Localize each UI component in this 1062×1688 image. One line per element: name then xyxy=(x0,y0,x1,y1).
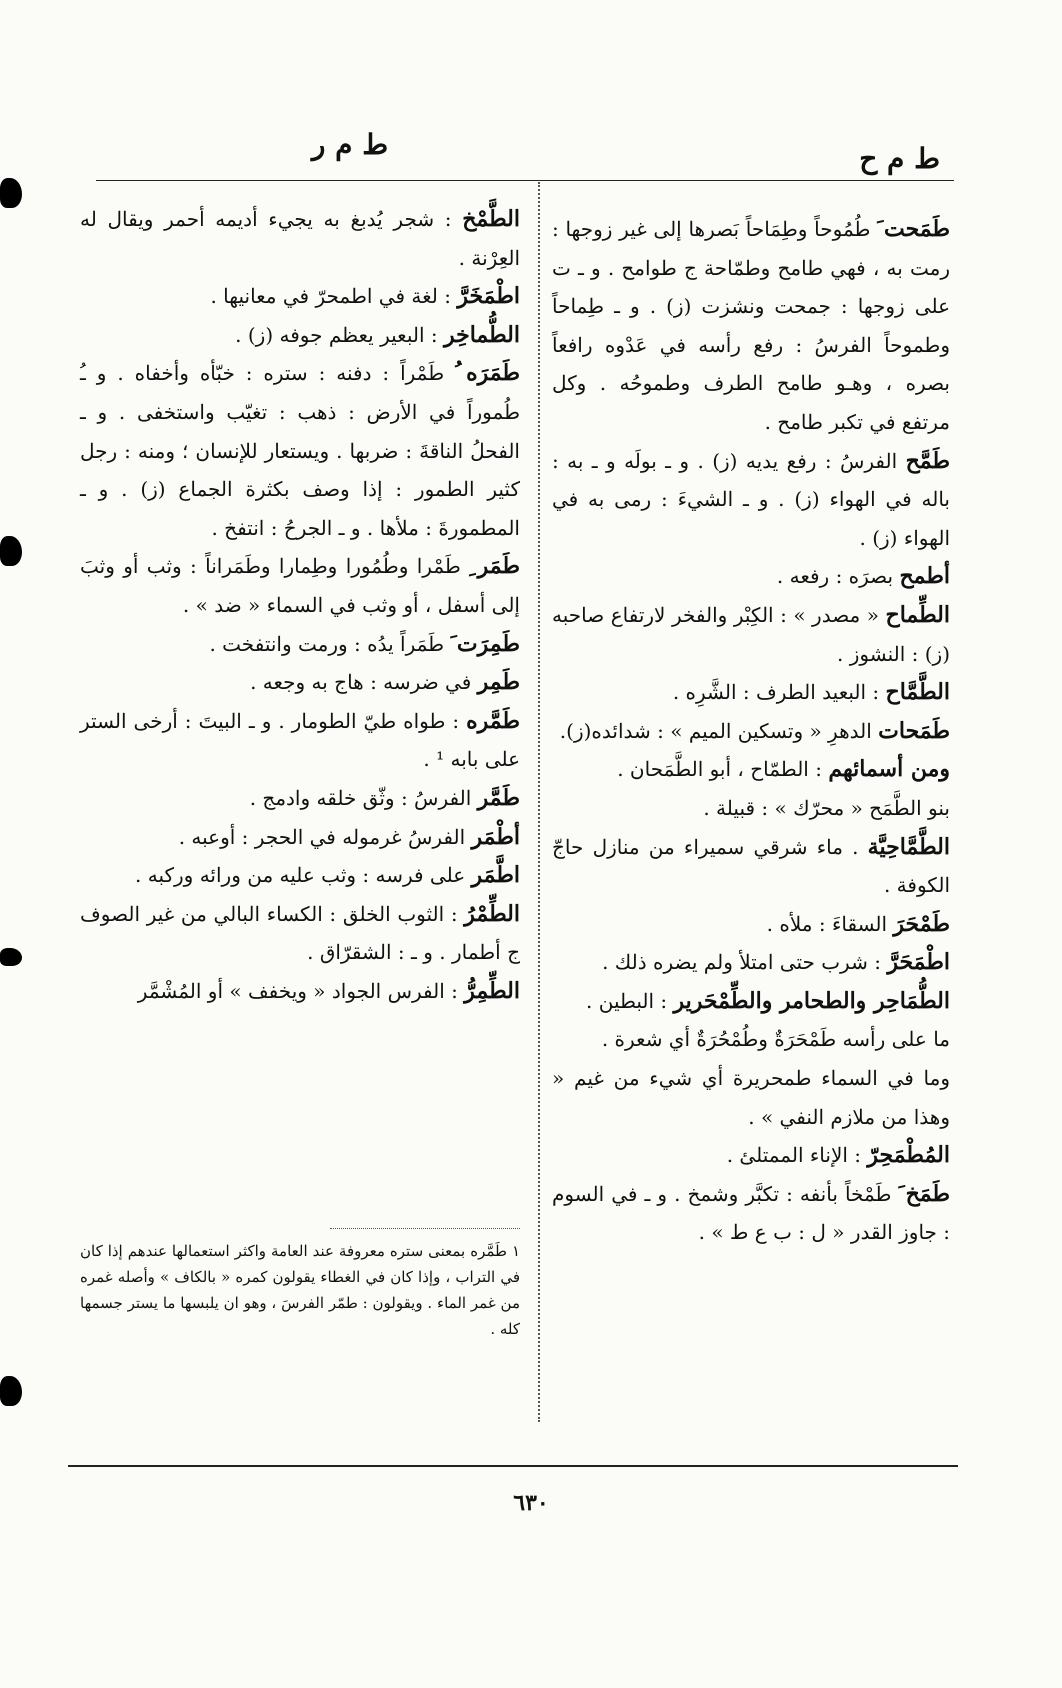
footnote: ١ طَمَّره بمعنى ستره معروفة عند العامة واكثر استعمالها عندهم إذا كان في التراب ، وإذا كان في الغطاء يقولون كمره « بالكاف » وأصله غمره من غمر الماء . ويقولون : طمّر الفرسَ ، وهو ان يلبسها ما يستر جسمها كله . xyxy=(80,1242,520,1338)
entry-headword: طَمَحت َ xyxy=(877,216,950,242)
entry-definition: : شجر يُدبغ به يجيء أديمه أحمر ويقال له العِرْنة . xyxy=(80,207,520,270)
entry-headword: طَمَخ َ xyxy=(898,1180,950,1207)
dictionary-entry xyxy=(552,210,950,442)
entry-definition: بنو الطَّمَح « محرّك » : قبيلة . xyxy=(703,795,950,820)
running-header-left: ط م ر xyxy=(311,128,389,161)
entry-definition: طَمْرا وطُمُورا وطِمارا وطَمَراناً : وثب أو وثبَ إلى أسفل ، أو وثب في السماء « ضد » . xyxy=(80,554,520,617)
entry-headword: الطُّمَاحِر والطحامر والطِّمْحَرير xyxy=(673,987,950,1014)
entry-definition: : البعيد الطرف : الشَّرِه . xyxy=(672,680,886,705)
entry-definition: : الثوب الخلق : الكساء البالي من غير الصوف ج أطمار . و ـ : الشقرّاق . xyxy=(80,901,520,965)
dictionary-entry xyxy=(80,277,520,316)
entry-headword: اطَّمَر xyxy=(471,862,520,889)
dictionary-entry xyxy=(80,200,520,277)
entry-headword: الطِّماح xyxy=(885,601,950,628)
dictionary-entry xyxy=(552,442,950,558)
dictionary-entry xyxy=(80,856,520,895)
entry-definition: الفرسُ : وثّق خلقه وادمج . xyxy=(249,785,478,810)
dictionary-entry xyxy=(552,943,950,982)
entry-headword: طَمْحَرَ xyxy=(893,910,950,937)
entry-headword: طَمِر xyxy=(477,669,520,696)
dictionary-entry xyxy=(80,818,520,857)
scan-edge-mark xyxy=(0,178,22,208)
entry-headword: الطِّمْرُ xyxy=(464,900,520,927)
entry-definition: على فرسه : وثب عليه من ورائه وركبه . xyxy=(135,863,472,888)
entry-headword: اطْمَحَرَّ xyxy=(887,949,950,976)
entry-definition: : شرب حتى امتلأ ولم يضره ذلك . xyxy=(602,950,888,975)
entry-definition: : البعير يعظم جوفه (ز) . xyxy=(235,322,444,347)
entry-definition: طَمْراً : دفنه : ستره : خبّأه وأخفاه . و ـُ طُموراً في الأرض : ذهب : تغيّب واستخفى . و ـ الفحلُ الناقةَ : ضربها . ويستعار للإنسان ؛ ومنه : رجل كثير الطمور : إذا وصف بكثرة الجماع (ز) . و ـ المطمورةَ : ملأها . و ـ الجرحُ : انتفخ . xyxy=(80,361,520,540)
entry-headword: طَمَحات xyxy=(878,717,950,744)
scan-edge-mark xyxy=(0,948,22,966)
entry-definition: . ماء شرقي سميراء من منازل حاجّ الكوفة . xyxy=(552,834,950,898)
dictionary-entry xyxy=(552,1136,950,1175)
left-column xyxy=(80,200,520,1010)
dictionary-entry xyxy=(552,1175,950,1252)
entry-headword: طَمَّح xyxy=(905,447,950,474)
entry-definition: الفرسُ : رفع يديه (ز) . و ـ بولَه و ـ به : باله في الهواء (ز) . و ـ الشيءَ : رمى به في الهواء (ز) . xyxy=(552,448,950,550)
dictionary-entry xyxy=(552,982,950,1021)
header-rule xyxy=(96,180,954,181)
entry-headword: أطْمَر xyxy=(471,823,520,850)
column-divider xyxy=(538,182,540,1422)
entry-headword: الطَّمْخ xyxy=(462,206,520,232)
dictionary-entry xyxy=(552,1059,950,1136)
scan-edge-mark xyxy=(0,1376,22,1406)
dictionary-entry xyxy=(552,673,950,712)
entry-definition: وما في السماء طمحريرة أي شيء من غيم « وهذا من ملازم النفي » . xyxy=(552,1066,950,1129)
dictionary-entry xyxy=(552,557,950,596)
entry-headword: الطِّمِرُّ xyxy=(464,977,520,1004)
entry-definition: : لغة في اطمحرّ في معانيها . xyxy=(210,284,458,309)
right-column xyxy=(552,210,950,1252)
dictionary-entry xyxy=(80,316,520,355)
entry-definition: : البطين . xyxy=(586,988,674,1013)
scan-edge-mark xyxy=(0,536,22,566)
dictionary-entry xyxy=(80,895,520,972)
entry-definition: : طواه طيّ الطومار . و ـ البيتَ : أرخى الستر على بابه ¹ . xyxy=(80,708,520,772)
dictionary-entry xyxy=(552,905,950,944)
entry-headword: اطْمَخَرَّ xyxy=(457,283,520,310)
entry-definition: الدهرِ « وتسكين الميم » : شدائده(ز). xyxy=(559,718,879,743)
entry-definition: ما على رأسه طَمْحَرَةٌ وطُمْحُرَةٌ أي شعرة . xyxy=(601,1027,950,1052)
dictionary-entry xyxy=(552,596,950,673)
dictionary-entry xyxy=(552,789,950,828)
entry-definition: طُمُوحاً وطِمَاحاً بَصرها إلى غير زوجها : رمت به ، فهي طامح وطمّاحة ج طوامح . و ـ ت على زوجها : جمحت ونشزت (ز) . و ـ طِماحاً وطموحاً الفرسُ : رفع رأسه في عَدْوه رافعاً بصره ، وهـو طامح الطرف وطموحُه . وكل مرتفع في تكبر طامح . xyxy=(552,217,950,434)
entry-definition: بصرَه : رفعه . xyxy=(776,564,900,589)
entry-headword: طَمِرَت َ xyxy=(450,630,520,657)
page-number: ٦٣٠ xyxy=(513,1490,549,1516)
entry-definition: : الطمّاح ، أبو الطَّمَحان . xyxy=(617,757,829,782)
dictionary-entry xyxy=(80,702,520,779)
entry-definition: : الفرس الجواد « ويخفف » أو المُشْمَّر xyxy=(137,978,465,1003)
entry-definition: السقاءَ : ملأه . xyxy=(766,911,894,936)
entry-definition: طَمَراً يدُه : ورمت وانتفخت . xyxy=(209,631,451,656)
entry-definition: طَمْخاً بأنفه : تكبَّر وشمخ . و ـ في السوم : جاوز القدر « ل : ب ع ط » . xyxy=(552,1181,950,1245)
entry-headword: الطُّماخِر xyxy=(443,321,520,348)
entry-headword: المُطْمَحِرّ xyxy=(867,1142,950,1169)
entry-headword: ومن أسمائهم xyxy=(828,756,950,783)
entry-definition: في ضرسه : هاج به وجعه . xyxy=(250,670,478,695)
dictionary-entry xyxy=(80,663,520,702)
entry-definition: « مصدر » : الكِبْر والفخر لارتفاع صاحبه (ز) : النشوز . xyxy=(552,602,950,666)
entry-headword: طَمَر ِ xyxy=(469,553,521,580)
dictionary-entry xyxy=(552,750,950,789)
entry-headword: طَمَّر xyxy=(477,784,520,811)
footer-rule xyxy=(68,1465,958,1467)
dictionary-entry xyxy=(80,625,520,664)
running-header-right: ط م ح xyxy=(859,142,940,175)
entry-definition: الفرسُ غرموله في الحجر : أوعبه . xyxy=(178,824,472,849)
dictionary-entry xyxy=(552,1020,950,1059)
entry-headword: أطمح xyxy=(899,563,950,590)
entry-headword: طَمَرَه ُ xyxy=(455,360,520,387)
dictionary-entry xyxy=(80,354,520,547)
entry-definition: : الإناء الممتلئ . xyxy=(726,1143,868,1168)
dictionary-entry xyxy=(80,547,520,624)
entry-headword: طَمَّره xyxy=(466,707,520,734)
dictionary-entry xyxy=(80,972,520,1011)
dictionary-entry xyxy=(552,828,950,905)
entry-headword: الطَّمَّاحِيَّة xyxy=(867,833,950,860)
footnote-rule xyxy=(330,1228,520,1229)
entry-headword: الطَّمَّاح xyxy=(885,679,950,706)
dictionary-entry xyxy=(80,779,520,818)
dictionary-entry xyxy=(552,712,950,751)
